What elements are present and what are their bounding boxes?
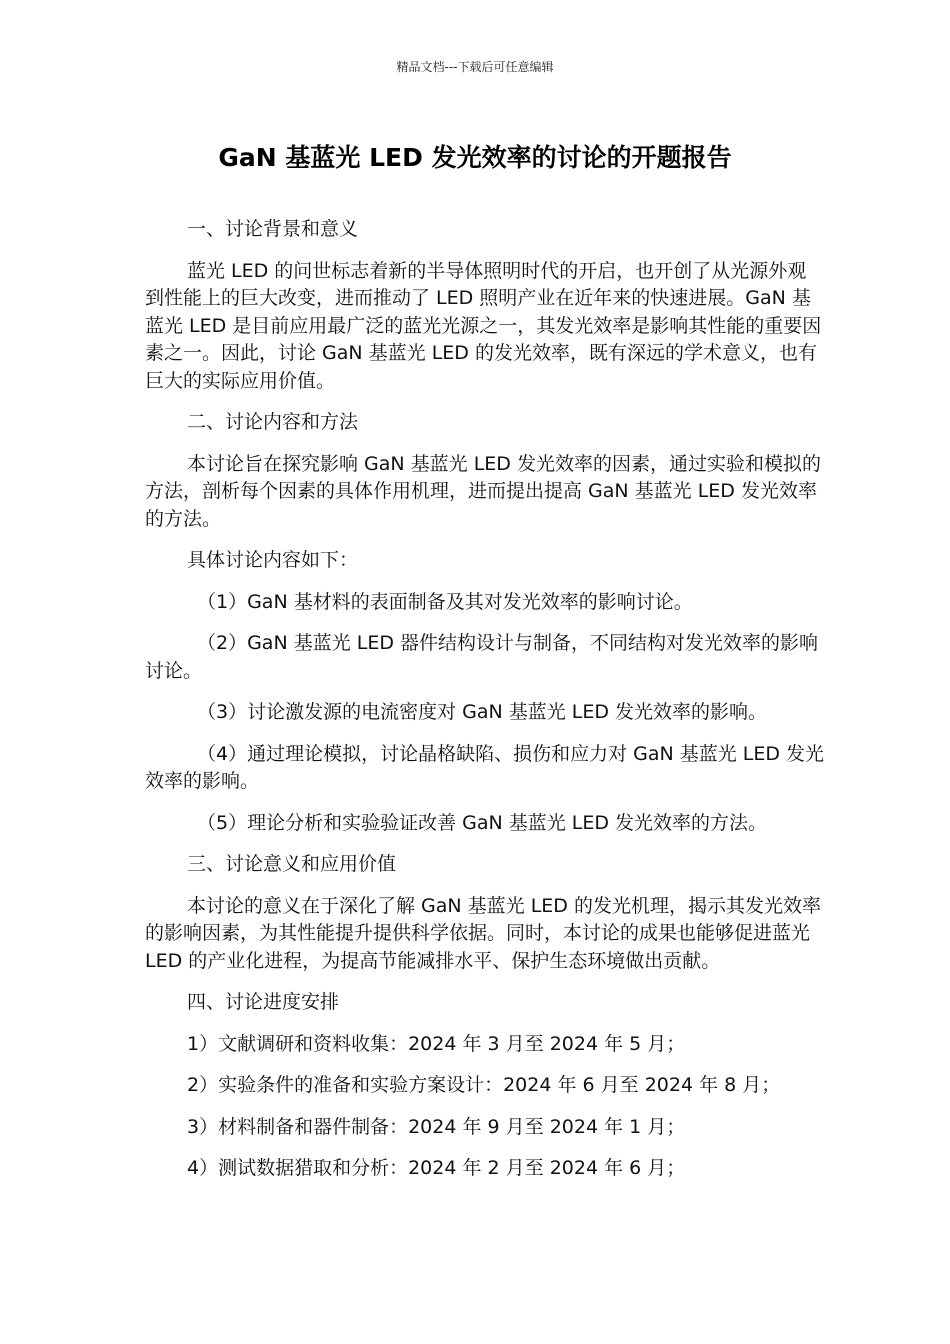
section-heading-significance: 三、讨论意义和应用价值 (187, 853, 397, 875)
list-item: （2）GaN 基蓝光 LED 器件结构设计与制备，不同结构对发光效率的影响讨论。 (145, 632, 819, 682)
list-item: （3）讨论激发源的电流密度对 GaN 基蓝光 LED 发光效率的影响。 (197, 701, 768, 723)
schedule-item: 3）材料制备和器件制备：2024 年 9 月至 2024 年 1 月； (187, 1115, 686, 1138)
document-title: GaN 基蓝光 LED 发光效率的讨论的开题报告 (218, 143, 732, 172)
section-heading-schedule: 四、讨论进度安排 (187, 991, 340, 1013)
paragraph-research-aim: 本讨论旨在探究影响 GaN 基蓝光 LED 发光效率的因素，通过实验和模拟的方法，剖析每个因素的具体作用机理，进而提出提高 GaN 基蓝光 LED 发光效率的方法。 (145, 452, 821, 530)
section-heading-background: 一、讨论背景和意义 (187, 218, 359, 240)
list-item: （5）理论分析和实验验证改善 GaN 基蓝光 LED 发光效率的方法。 (197, 811, 768, 834)
schedule-item: 1）文献调研和资料收集：2024 年 3 月至 2024 年 5 月； (187, 1032, 686, 1055)
schedule-item: 2）实验条件的准备和实验方案设计：2024 年 6 月至 2024 年 8 月； (187, 1074, 781, 1096)
paragraph-significance: 本讨论的意义在于深化了解 GaN 基蓝光 LED 的发光机理，揭示其发光效率的影响因素，为其性能提升提供科学依据。同时，本讨论的成果也能够促进蓝光 LED 的产业化进程，为提高节能减排水平、保护生态环境做出贡献。 (145, 894, 821, 972)
list-item: （1）GaN 基材料的表面制备及其对发光效率的影响讨论。 (197, 590, 693, 613)
page-header: 精品文档---下载后可任意编辑 (396, 60, 554, 74)
paragraph-content-intro: 具体讨论内容如下： (187, 549, 359, 571)
paragraph-background: 蓝光 LED 的问世标志着新的半导体照明时代的开启，也开创了从光源外观到性能上的巨大改变，进而推动了 LED 照明产业在近年来的快速进展。GaN 基蓝光 LED 是目前应用最广泛的蓝光光源之一，其发光效率是影响其性能的重要因素之一。因此，讨论 GaN 基蓝光 LED 的发光效率，既有深远的学术意义，也有巨大的实际应用价值。 (145, 259, 822, 392)
schedule-item: 4）测试数据猎取和分析：2024 年 2 月至 2024 年 6 月； (187, 1157, 686, 1179)
document-body (145, 216, 825, 1197)
section-heading-content-method: 二、讨论内容和方法 (187, 411, 359, 433)
list-item: （4）通过理论模拟，讨论晶格缺陷、损伤和应力对 GaN 基蓝光 LED 发光效率的影响。 (145, 742, 825, 792)
